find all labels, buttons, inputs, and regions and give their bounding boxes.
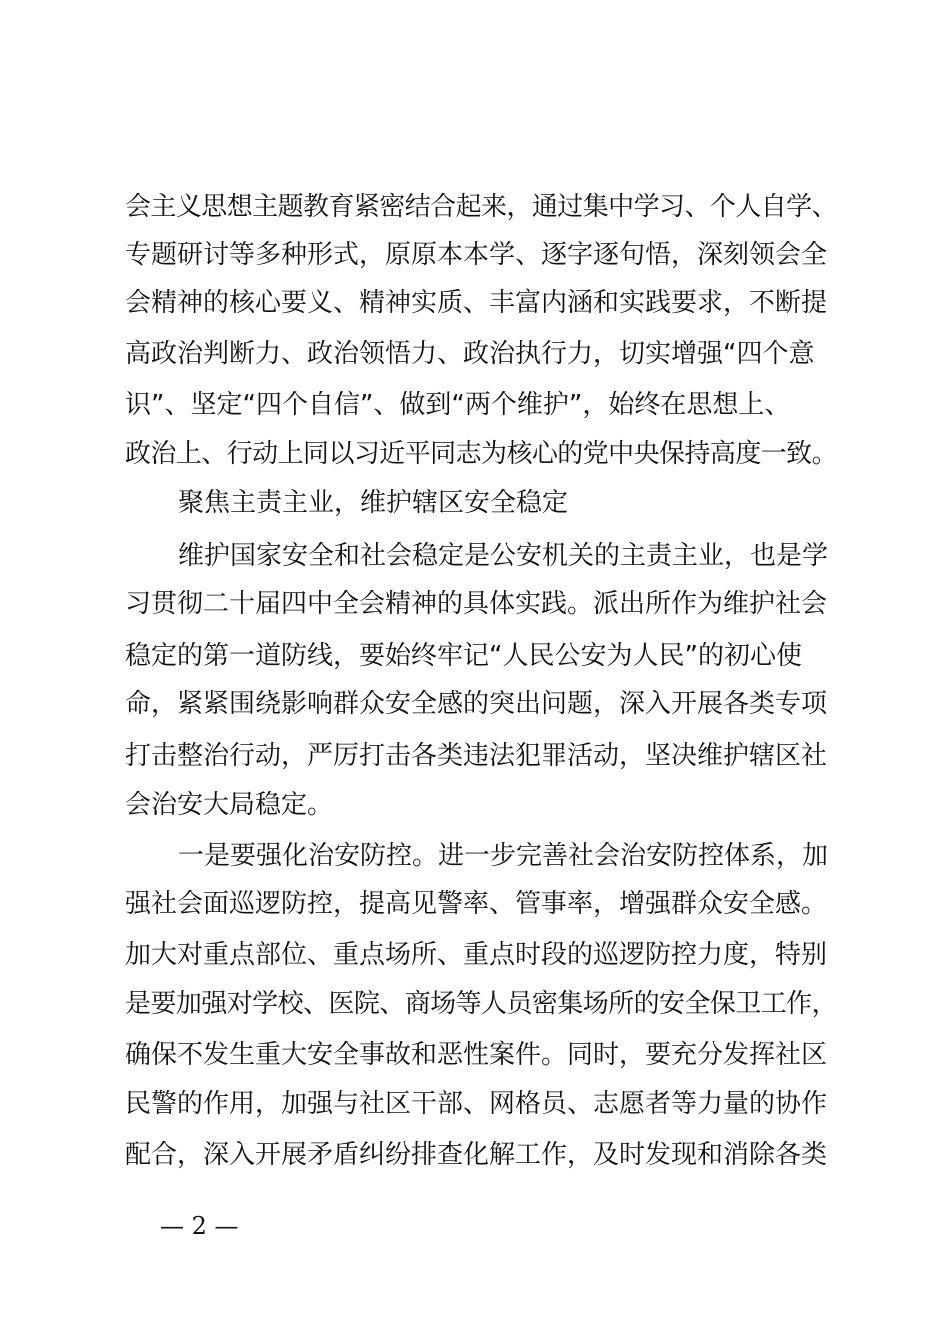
page-number: — 2 — — [160, 1212, 239, 1240]
body-line-15: 强社会面巡逻防控，提高见警率、管事率，增强群众安全感。 — [125, 889, 828, 919]
body-line-14: 一是要强化治安防控。进一步完善社会治安防控体系，加 — [178, 841, 829, 871]
body-line-18: 确保不发生重大安全事故和恶性案件。同时，要充分发挥社区 — [125, 1040, 828, 1070]
body-line-5: 识”、坚定“四个自信”、做到“两个维护”，始终在思想上、 — [125, 390, 791, 420]
body-line-17: 是要加强对学校、医院、商场等人员密集场所的安全保卫工作， — [125, 989, 837, 1019]
body-line-13: 会治安大局稳定。 — [125, 790, 334, 820]
body-line-11: 命，紧紧围绕影响群众安全感的突出问题，深入开展各类专项 — [125, 689, 828, 719]
body-line-6: 政治上、行动上同以习近平同志为核心的党中央保持高度一致。 — [125, 439, 837, 469]
body-line-4: 高政治判断力、政治领悟力、政治执行力，切实增强“四个意 — [125, 339, 815, 369]
body-line-8: 维护国家安全和社会稳定是公安机关的主责主业，也是学 — [178, 541, 829, 571]
body-line-1: 会主义思想主题教育紧密结合起来，通过集中学习、个人自学、 — [125, 192, 837, 222]
body-line-10: 稳定的第一道防线，要始终牢记“人民公安为人民”的初心使 — [125, 641, 802, 671]
section-heading: 聚焦主责主业，维护辖区安全稳定 — [178, 488, 569, 518]
body-line-9: 习贯彻二十届四中全会精神的具体实践。派出所作为维护社会 — [125, 589, 828, 619]
body-line-16: 加大对重点部位、重点场所、重点时段的巡逻防控力度，特别 — [125, 940, 828, 970]
body-line-20: 配合，深入开展矛盾纠纷排查化解工作，及时发现和消除各类 — [125, 1140, 828, 1170]
body-line-3: 会精神的核心要义、精神实质、丰富内涵和实践要求，不断提 — [125, 288, 828, 318]
body-line-2: 专题研讨等多种形式，原原本本学、逐字逐句悟，深刻领会全 — [125, 240, 828, 270]
body-line-12: 打击整治行动，严厉打击各类违法犯罪活动，坚决维护辖区社 — [125, 741, 828, 771]
body-line-19: 民警的作用，加强与社区干部、网格员、志愿者等力量的协作 — [125, 1089, 828, 1119]
